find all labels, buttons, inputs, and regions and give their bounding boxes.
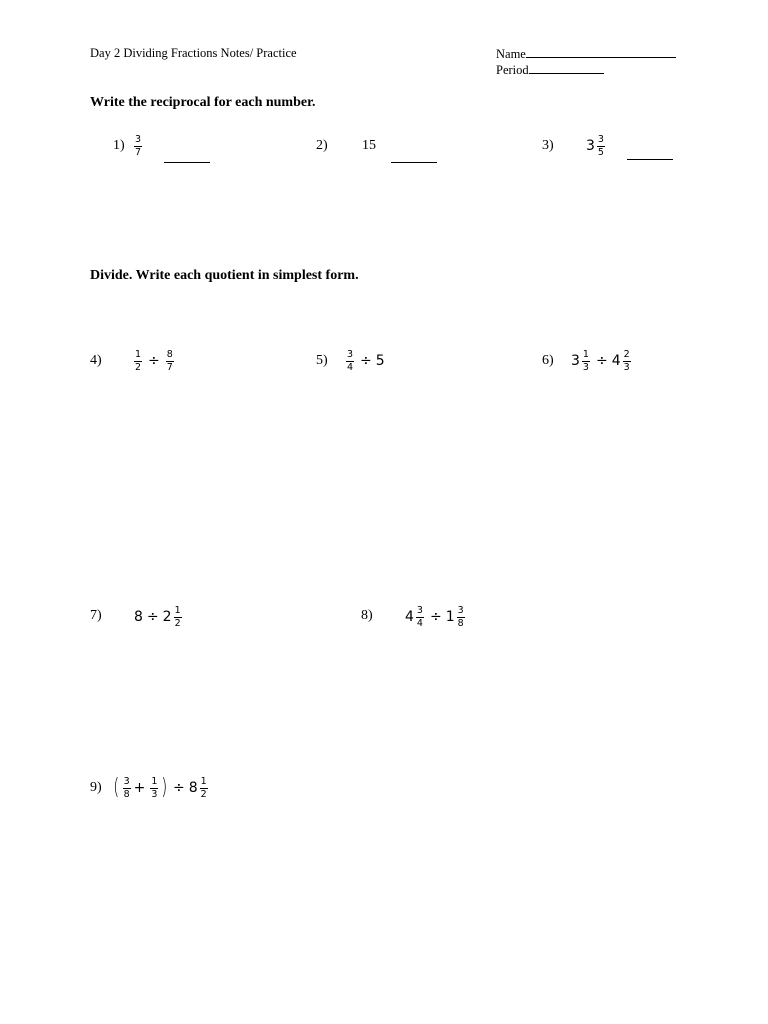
plus-sign: + xyxy=(133,780,146,796)
fraction: $\frac{3}{4}$ xyxy=(347,349,354,373)
fraction: $\frac{3}{5}$ xyxy=(597,134,604,158)
divide-sign: ÷ xyxy=(595,353,608,369)
name-label: Name xyxy=(496,47,526,61)
period-field[interactable] xyxy=(496,62,604,78)
problem-6-expression: 3 $\frac{1}{3}$ ÷ 4 $\frac{2}{3}$ xyxy=(571,349,630,373)
period-blank[interactable] xyxy=(529,62,604,74)
problem-9-number: 9) xyxy=(90,780,102,795)
fraction: $\frac{3}{7}$ xyxy=(135,134,142,158)
problem-1-answer-blank[interactable] xyxy=(164,162,210,163)
problem-1-number: 1) xyxy=(113,138,125,153)
problem-2-value: 15 xyxy=(362,138,376,153)
problem-2-answer-blank[interactable] xyxy=(391,162,437,163)
problem-8-expression: 4 $\frac{3}{4}$ ÷ 1 $\frac{3}{8}$ xyxy=(405,605,464,629)
problem-3-number: 3) xyxy=(542,138,554,153)
problem-7-expression: 8 ÷ 2 $\frac{1}{2}$ xyxy=(134,605,181,629)
fraction: $\frac{3}{4}$ xyxy=(416,605,423,629)
worksheet-title: Day 2 Dividing Fractions Notes/ Practice xyxy=(90,46,297,60)
divide-sign: ÷ xyxy=(429,609,442,625)
section1-heading: Write the reciprocal for each number. xyxy=(90,95,316,110)
name-blank[interactable] xyxy=(526,46,676,58)
fraction: $\frac{3}{8}$ xyxy=(457,605,464,629)
fraction: $\frac{1}{2}$ xyxy=(200,776,207,800)
name-field[interactable] xyxy=(496,46,676,62)
fraction: $\frac{1}{3}$ xyxy=(151,776,158,800)
fraction: $\frac{1}{3}$ xyxy=(582,349,589,373)
divide-sign: ÷ xyxy=(146,609,159,625)
divide-sign: ÷ xyxy=(148,353,160,369)
divide-sign: ÷ xyxy=(360,353,372,369)
problem-8-number: 8) xyxy=(361,608,373,623)
problem-4-number: 4) xyxy=(90,353,102,368)
fraction: $\frac{1}{2}$ xyxy=(174,605,181,629)
fraction: $\frac{3}{8}$ xyxy=(123,776,130,800)
close-paren: ) xyxy=(161,775,168,800)
open-paren: ( xyxy=(113,775,120,800)
fraction: $\frac{8}{7}$ xyxy=(166,349,173,373)
divide-sign: ÷ xyxy=(173,780,185,796)
fraction: $\frac{2}{3}$ xyxy=(623,349,630,373)
problem-2-number: 2) xyxy=(316,138,328,153)
problem-6-number: 6) xyxy=(542,353,554,368)
section2-heading: Divide. Write each quotient in simplest form. xyxy=(90,268,359,283)
problem-3-expression: 3 $\frac{3}{5}$ xyxy=(586,134,604,158)
period-label: Period xyxy=(496,63,529,77)
problem-3-answer-blank[interactable] xyxy=(627,159,673,160)
problem-5-number: 5) xyxy=(316,353,328,368)
problem-9-expression: ( $\frac{3}{8}$ + $\frac{1}{3}$ ) ÷ 8 $\frac{1}{2}$ xyxy=(113,775,207,800)
problem-7-number: 7) xyxy=(90,608,102,623)
problem-1-expression xyxy=(132,130,144,162)
fraction: $\frac{1}{2}$ xyxy=(135,349,142,373)
problem-4-expression xyxy=(132,344,176,378)
problem-5-expression: $\frac{3}{4}$ ÷ 5 xyxy=(347,349,385,373)
